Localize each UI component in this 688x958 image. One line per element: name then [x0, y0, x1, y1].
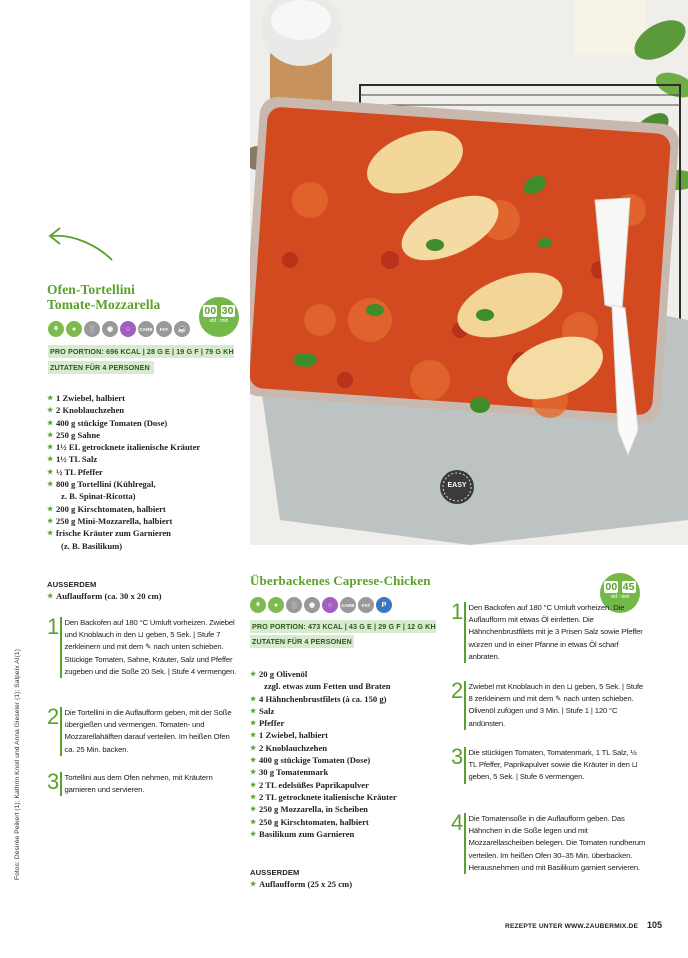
- ingredient-item: ★ 1 Zwiebel, halbiert: [47, 392, 247, 404]
- step-text: Tortellini aus dem Ofen nehmen, mit Kräutern garnieren und servieren.: [64, 773, 213, 795]
- protein-icon: P: [376, 597, 392, 613]
- step-divider: [464, 681, 466, 730]
- recipe2-time-unit: std : min: [610, 594, 630, 600]
- ingredient-item: ★ Pfeffer: [250, 717, 450, 729]
- step-number: 1: [47, 614, 60, 639]
- carb-icon: CARB: [340, 597, 356, 613]
- step-text: Die stückigen Tomaten, Tomatenmark, 1 TL Salz, ½ TL Pfeffer, Paprikapulver sowie die Kräuter in den ⊔ geben, 5 Sek. | Stufe 6 vermengen.: [468, 748, 638, 782]
- step-3: [451, 744, 647, 784]
- recipe1-time-unit: std : min: [209, 318, 229, 324]
- ingredient-item: ★ 400 g stückige Tomaten (Dose): [47, 417, 247, 429]
- recipe1-title-line2: Tomate-Mozzarella: [47, 297, 161, 312]
- recipe1-extra-title: AUSSERDEM: [47, 580, 97, 589]
- step-text: Die Tomatensoße in die Auflaufform geben. Das Hähnchen in die Soße legen und mit Mozzarellascheiben belegen. Die Tomaten rundherum verteilen. Im heißen Ofen 30–35 Min. überbacken. Herausnehmen und mit Basilikum garniert servieren.: [468, 814, 646, 872]
- recipe1-time-hours: 00: [204, 305, 217, 317]
- step-divider: [60, 772, 62, 796]
- easy-badge: EASY: [447, 482, 467, 489]
- recipe2-diet-icons: [250, 597, 392, 613]
- recipe2-time-minutes: 45: [622, 581, 635, 593]
- ingredient-item: ★ 200 g Kirschtomaten, halbiert: [47, 503, 247, 515]
- ingredient-item: ★ 2 Knoblauchzehen: [47, 404, 247, 416]
- carb-icon: CARB: [138, 321, 154, 337]
- step-4: [451, 810, 647, 874]
- vegetarian-icon: ⚘: [250, 597, 266, 613]
- ingredient-item: ★ 1½ EL getrocknete italienische Kräuter: [47, 441, 247, 453]
- recipe1-time-minutes: 30: [221, 305, 234, 317]
- grain-icon: ░: [84, 321, 100, 337]
- ingredient-item: ★ 4 Hähnchenbrustfilets (à ca. 150 g): [250, 693, 450, 705]
- recipe2-servings: ZUTATEN FÜR 4 PERSONEN: [250, 635, 354, 648]
- ingredient-item: ★ 250 g Mini-Mozzarella, halbiert: [47, 515, 247, 527]
- ingredient-item: ★ Basilikum zum Garnieren: [250, 828, 450, 840]
- photo-credit: Fotos: Désirée Peikert (1); Kathrin Knoll und Anna Gieseler (1); Salpeix AI(1): [14, 649, 21, 880]
- step-number: 1: [451, 599, 464, 624]
- step-divider: [464, 602, 466, 663]
- ingredient-item: ★ 2 Knoblauchzehen: [250, 742, 450, 754]
- nut-icon: ◉: [304, 597, 320, 613]
- step-number: 4: [451, 810, 464, 835]
- arrow-icon: [46, 224, 116, 264]
- step-3: [47, 769, 239, 796]
- ingredient-item: ★ 250 g Kirschtomaten, halbiert: [250, 816, 450, 828]
- recipe1-time-badge: [199, 297, 239, 337]
- ingredient-item: ★ 1 Zwiebel, halbiert: [250, 729, 450, 741]
- step-text: Den Backofen auf 180 °C Umluft vorheizen. Die Auflaufform mit etwas Öl einfetten. Die Hähnchenbrustfilets mit je 3 Prisen Salz sowie Pfeffer würzen und in einer Pfanne in etwas Öl scharf anbraten.: [468, 603, 643, 661]
- step-number: 2: [47, 704, 60, 729]
- recipe2-time-hours: 00: [605, 581, 618, 593]
- recipe1-servings: ZUTATEN FÜR 4 PERSONEN: [48, 361, 154, 374]
- step-divider: [60, 617, 62, 678]
- ingredient-item: (z. B. Basilikum): [61, 540, 123, 551]
- nut-icon: ◉: [102, 321, 118, 337]
- step-text: Den Backofen auf 180 °C Umluft vorheizen. Zwiebel und Knoblauch in den ⊔ geben, 5 Sek. | Stufe 7 zerkleinern und mit dem ✎ nach unten schieben. Stückige Tomaten, Sahne, Kräuter, Salz und Pfeffer zugeben und die Soße 20 Sek. | Stufe 4 vermengen.: [64, 618, 237, 676]
- recipe1-diet-icons: [48, 321, 190, 337]
- ingredient-item: ★ 2 TL getrocknete italienische Kräuter: [250, 791, 450, 803]
- ingredient-item: ★ 2 TL edelsüßes Paprikapulver: [250, 779, 450, 791]
- ingredient-item: ★ Salz: [250, 705, 450, 717]
- grain-icon: ░: [286, 597, 302, 613]
- ingredient-item: ★ 250 g Mozzarella, in Scheiben: [250, 803, 450, 815]
- step-text: Zwiebel mit Knoblauch in den ⊔ geben, 5 Sek. | Stufe 8 zerkleinern und mit dem ✎ nach unten schieben. Olivenöl zufügen und 3 Min. | Stufe 1 | 120 °C andünsten.: [468, 682, 644, 728]
- dish-photo: [250, 0, 688, 545]
- pot-icon: ☕: [174, 321, 190, 337]
- ingredient-item: ★ 20 g Olivenöl: [250, 668, 450, 680]
- footer-url: REZEPTE UNTER WWW.ZAUBERMIX.DE: [505, 923, 639, 930]
- step-2: [47, 704, 239, 756]
- list-item: ★ Auflaufform (ca. 30 x 20 cm): [47, 590, 247, 602]
- fish-icon: ●: [66, 321, 82, 337]
- recipe2-extra-list: [250, 878, 450, 890]
- step-number: 3: [47, 769, 60, 794]
- step-1: [47, 614, 239, 678]
- recipe1-title-line1: Ofen-Tortellini: [47, 282, 135, 297]
- ingredient-item: ★ 250 g Sahne: [47, 429, 247, 441]
- ingredient-item: zzgl. etwas zum Fetten und Braten: [264, 681, 391, 692]
- ingredient-item: ★ 1½ TL Salz: [47, 453, 247, 465]
- step-divider: [60, 707, 62, 756]
- recipe2-extra-title: AUSSERDEM: [250, 868, 300, 877]
- ingredient-item: z. B. Spinat-Ricotta): [61, 491, 136, 502]
- step-number: 2: [451, 678, 464, 703]
- fish-icon: ●: [268, 597, 284, 613]
- ingredient-item: ★ 400 g stückige Tomaten (Dose): [250, 754, 450, 766]
- egg-icon: ○: [120, 321, 136, 337]
- recipe1-extra-list: [47, 590, 247, 602]
- step-divider: [464, 747, 466, 784]
- step-1: [451, 599, 647, 663]
- recipe1-ingredient-list: [47, 392, 247, 552]
- fat-icon: FAT: [156, 321, 172, 337]
- page-number: 105: [647, 920, 663, 930]
- step-divider: [464, 813, 466, 874]
- step-2: [451, 678, 647, 730]
- recipe2-nutrition: PRO PORTION: 473 KCAL | 43 G E | 29 G F | 12 G KH: [252, 622, 436, 631]
- recipe2-title: Überbackenes Caprese-Chicken: [250, 573, 431, 588]
- ingredient-item: ★ frische Kräuter zum Garnieren: [47, 527, 247, 539]
- ingredient-item: ★ 30 g Tomatenmark: [250, 766, 450, 778]
- vegetarian-icon: ⚘: [48, 321, 64, 337]
- step-number: 3: [451, 744, 464, 769]
- recipe2-ingredient-list: [250, 668, 450, 840]
- list-item: ★ Auflaufform (25 x 25 cm): [250, 878, 450, 890]
- recipe1-nutrition: PRO PORTION: 696 KCAL | 28 G E | 19 G F | 79 G KH: [50, 347, 234, 356]
- step-text: Die Tortellini in die Auflaufform geben, mit der Soße übergießen und vermengen. Tomaten- und Mozzarellahälften darauf verteilen. Im heißen Ofen ca. 25 Min. backen.: [64, 708, 232, 754]
- ingredient-item: ★ ½ TL Pfeffer: [47, 466, 247, 478]
- ingredient-item: ★ 800 g Tortellini (Kühlregal,: [47, 478, 247, 490]
- egg-icon: ○: [322, 597, 338, 613]
- fat-icon: FAT: [358, 597, 374, 613]
